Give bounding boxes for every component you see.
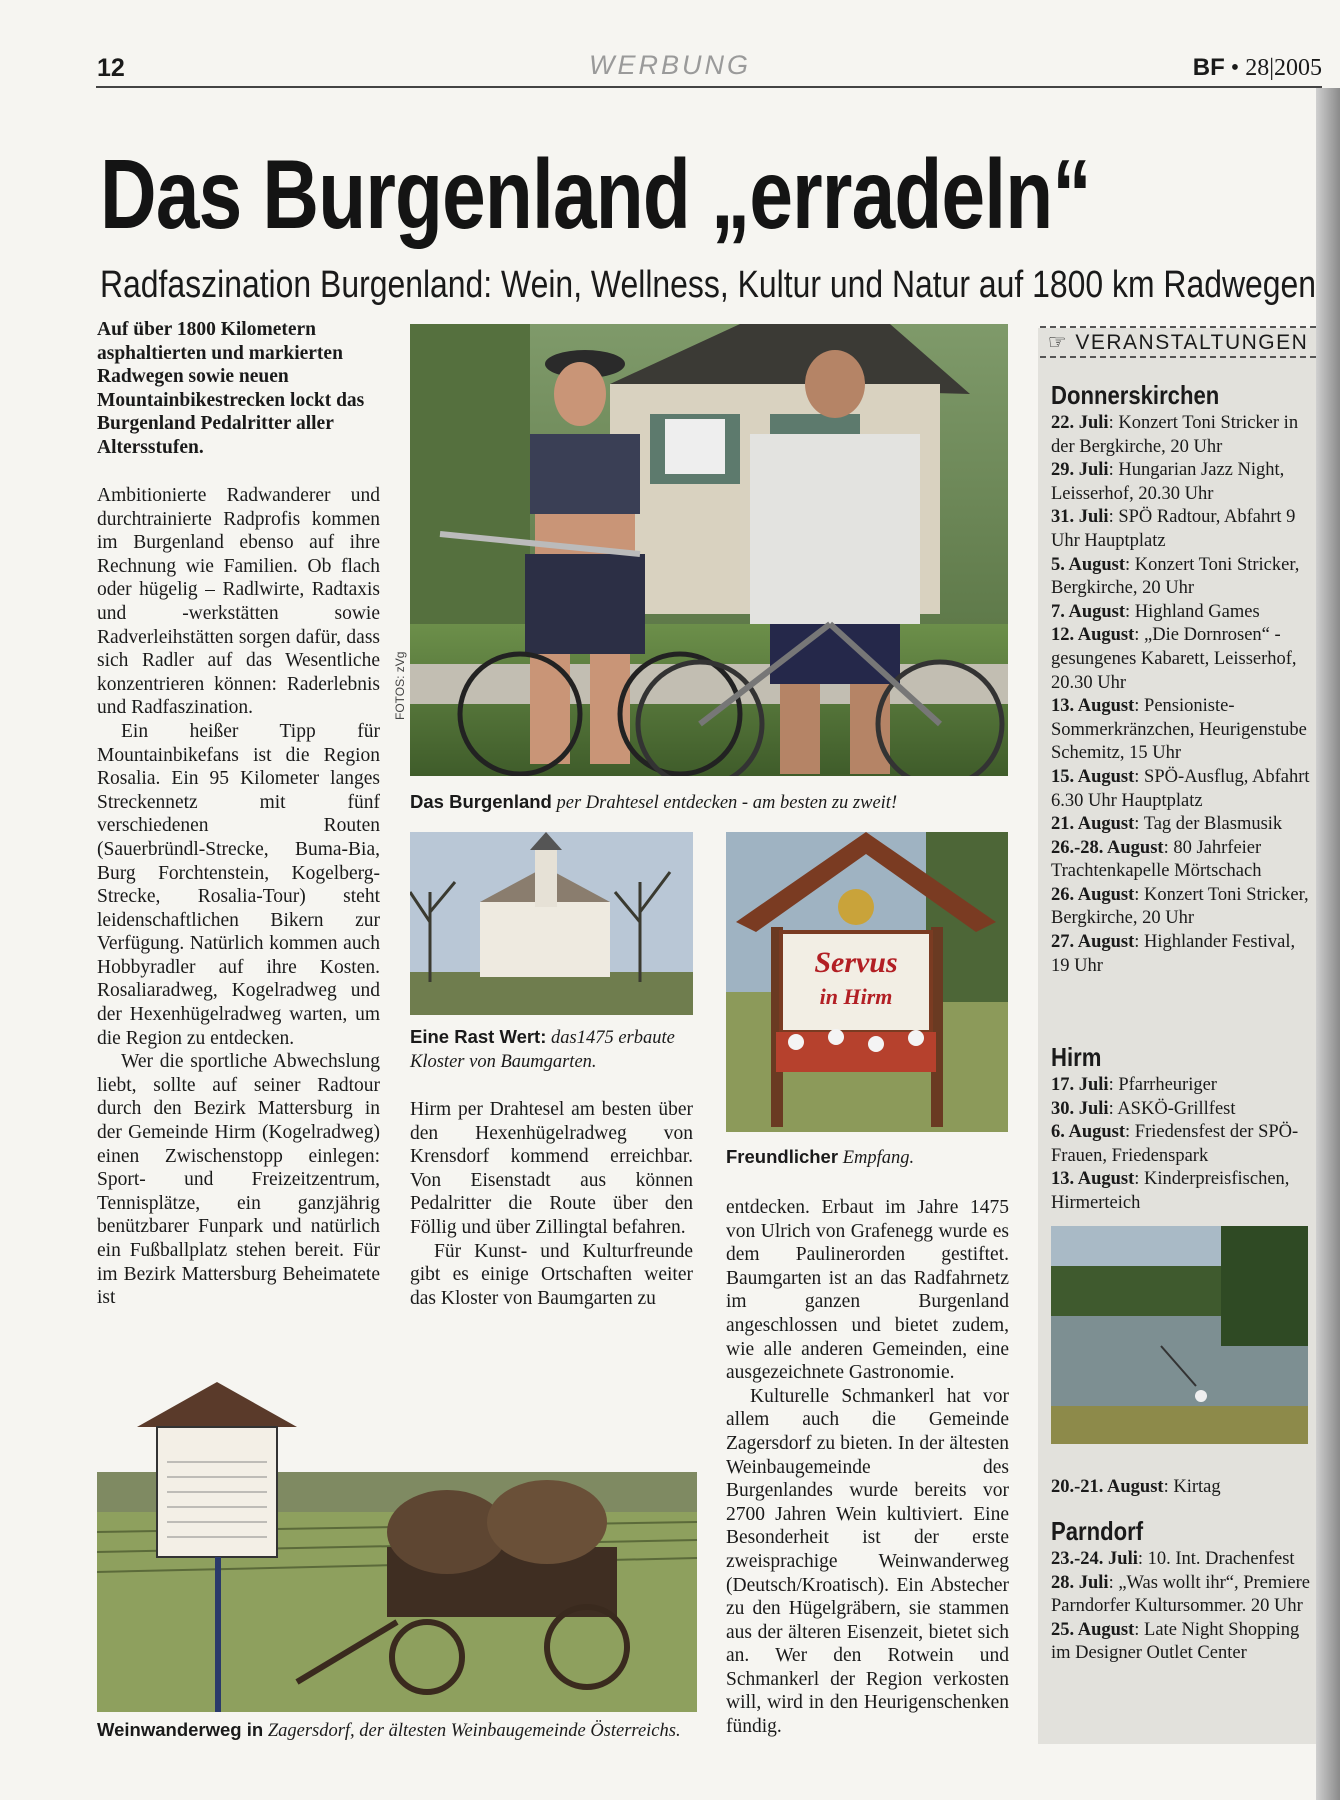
caption-bold: Eine Rast Wert: xyxy=(410,1026,547,1047)
event-item: 22. Juli: Konzert Toni Stricker in der Bergkirche, 20 Uhr xyxy=(1051,413,1299,457)
event-item: 31. Juli: SPÖ Radtour, Abfahrt 9 Uhr Hauptplatz xyxy=(1051,507,1296,551)
paragraph: entdecken. Erbaut im Jahre 1475 von Ulrich von Grafenegg wurde es dem Paulinerorden gestiftet. Baumgarten ist an das Radfahrnetz im ganzen Burgenland angeschlossen und bietet zudem, wie alle anderen Gemeinden, eine ausgezeichnete Gastronomie. xyxy=(726,1197,1009,1384)
event-item: 26.-28. August: 80 Jahrfeier Trachtenkapelle Mörtschach xyxy=(1051,837,1262,882)
sidebar-title: VERANSTALTUNGEN xyxy=(1075,331,1309,354)
event-item: 28. Juli: „Was wollt ihr“, Premiere Parndorfer Kultursommer. 20 Uhr xyxy=(1051,1572,1311,1617)
event-item: 7. August: Highland Games xyxy=(1051,601,1260,622)
sign-caption xyxy=(726,1145,1016,1170)
caption-italic: das1475 erbaute Kloster von Baumgarten. xyxy=(410,1028,675,1072)
events-parndorf xyxy=(1051,1548,1315,1666)
servus-sign-photo xyxy=(726,832,1008,1132)
event-item: 5. August: Konzert Toni Stricker, Bergkirche, 20 Uhr xyxy=(1051,554,1300,599)
caption-italic: per Drahtesel entdecken - am besten zu zweit! xyxy=(556,793,898,813)
section-label: WERBUNG xyxy=(589,50,751,80)
paragraph: Für Kunst- und Kulturfreunde gibt es einige Ortschaften weiter das Kloster von Baumgarten zu xyxy=(410,1240,693,1309)
article-column-2 xyxy=(410,1098,693,1310)
events-hirm xyxy=(1051,1074,1315,1216)
section-hirm: Hirm xyxy=(1051,1042,1102,1072)
paragraph: Hirm per Drahtesel am besten über den Hexenhügelradweg von Krensdorf kommend erreichbar. Von Eisenstadt aus können Pedalritter die Route über den Föllig und über Zillingtal befahren. xyxy=(410,1099,693,1238)
page-number: 12 xyxy=(97,54,125,82)
event-item: 30. Juli: ASKÖ-Grillfest xyxy=(1051,1098,1236,1119)
event-item: 26. August: Konzert Toni Stricker, Bergkirche, 20 Uhr xyxy=(1051,884,1309,929)
event-item: 20.-21. August: Kirtag xyxy=(1051,1477,1221,1497)
article-column-3 xyxy=(726,1196,1009,1739)
article-subtitle: Radfaszination Burgenland: Wein, Wellness, Kultur und Natur auf 1800 km Radwegen xyxy=(100,264,1317,306)
event-item: 6. August: Friedensfest der SPÖ-Frauen, Friedenspark xyxy=(1051,1122,1299,1166)
event-item: 23.-24. Juli: 10. Int. Drachenfest xyxy=(1051,1549,1295,1569)
article-lead: Auf über 1800 Kilometern asphaltierten und markierten Radwegen sowie neuen Mountainbikestrecken lockt das Burgenland Pedalritter aller Altersstufen. xyxy=(97,319,365,458)
section-donnerskirchen: Donnerskirchen xyxy=(1051,380,1220,410)
article-title: Das Burgenland „erradeln“ xyxy=(100,139,1091,249)
paragraph: Kulturelle Schmankerl hat vor allem auch die Gemeinde Zagersdorf zu bieten. In der ältesten Weinbaugemeinde des Burgenlandes wurde bereits vor 2700 Jahren Wein kultiviert. Eine Besonderheit ist der erste zweisprachige Weinwanderweg (Deutsch/Kroatisch). Ein Abstecher zu den Hügelgräbern, sie stammen aus der älteren Eisenzeit, bietet sich an. Wer den Rotwein und Schmankerl der Region verkosten will, wird in den Heurigenschenken fündig. xyxy=(726,1385,1009,1738)
issue-info: BF • 28|2005 xyxy=(1192,54,1322,81)
weinwanderweg-caption xyxy=(97,1718,717,1743)
paragraph: Wer die sportliche Abwechslung liebt, sollte auf seiner Radtour durch den Bezirk Mattersburg in der Gemeinde Hirm (Kogelradweg) einen Zwischenstopp einlegen: Sport- und Freizeitzentrum, Tennisplätze, ein ganzjährig benützbarer Funpark und natürlich ein Fußballplatz stehen bereit. Für im Bezirk Mattersburg Beheimatete ist xyxy=(97,1051,380,1309)
caption-bold: Freundlicher xyxy=(726,1146,839,1167)
photo-credit: FOTOS: zVg xyxy=(393,651,407,720)
section-parndorf: Parndorf xyxy=(1051,1516,1144,1546)
bikers-photo xyxy=(410,324,1008,776)
event-item: 15. August: SPÖ-Ausflug, Abfahrt 6.30 Uhr Hauptplatz xyxy=(1051,766,1310,811)
weinwanderweg-photo xyxy=(97,1382,697,1712)
caption-italic: Zagersdorf, der ältesten Weinbaugemeinde Österreichs. xyxy=(267,1721,681,1741)
caption-bold: Das Burgenland xyxy=(410,791,552,812)
event-item: 25. August: Late Night Shopping im Designer Outlet Center xyxy=(1051,1619,1300,1664)
sidebar-rule-bottom xyxy=(1040,356,1316,358)
bikers-caption xyxy=(410,790,1010,815)
events-donnerskirchen xyxy=(1051,412,1315,978)
paragraph: Ambitionierte Radwanderer und durchtrainierte Radprofis kommen im Burgenland ebenso auf ihre Rechnung wie Familien. Ob flach oder hügelig – Radlwirte, Radtaxis und -werkstätten sowie Radverleihstätten sorgen dafür, dass sich Radler auf das Wesentliche konzentrieren können: Raderlebnis und Radfaszination. xyxy=(97,485,380,719)
church-caption xyxy=(410,1025,700,1074)
pointing-hand-icon: ☞ xyxy=(1047,331,1069,354)
paragraph: Ein heißer Tipp für Mountainbikefans ist die Region Rosalia. Ein 95 Kilometer langes Streckennetz mit fünf verschiedenen Routen (Sauerbründl-Strecke, Buma-Bia, Burg Forchtenstein, Kogelberg-Strecke, Rosalia-Tour) steht leidenschaftlichen Bikern zur Verfügung. Natürlich kommen auch Hobbyradler auf ihre Kosten. Rosaliaradweg, Kogelradweg und der Hexenhügelradweg warten, um die Region zu entdecken. xyxy=(97,720,380,1049)
caption-bold: Weinwanderweg in xyxy=(97,1719,264,1740)
hirmerteich-photo xyxy=(1051,1226,1308,1444)
page-edge-shadow xyxy=(1316,88,1340,1800)
article-column-1 xyxy=(97,484,380,1310)
header-rule xyxy=(96,86,1322,88)
event-item: 12. August: „Die Dornrosen“ - gesungenes Kabarett, Leisserhof, 20.30 Uhr xyxy=(1051,625,1297,693)
church-photo xyxy=(410,832,693,1015)
sign-text-hirm: in Hirm xyxy=(819,984,893,1009)
issue-number: 28|2005 xyxy=(1245,55,1322,81)
event-item: 13. August: Pensioniste-Sommerkränzchen, Heurigenstube Schemitz, 15 Uhr xyxy=(1051,696,1307,764)
event-item: 27. August: Highlander Festival, 19 Uhr xyxy=(1051,932,1296,976)
sign-text-servus: Servus xyxy=(814,946,898,979)
event-item: 29. Juli: Hungarian Jazz Night, Leisserhof, 20.30 Uhr xyxy=(1051,460,1285,504)
sidebar-rule-top xyxy=(1040,326,1316,328)
sidebar-header xyxy=(1040,330,1316,355)
caption-italic: Empfang. xyxy=(842,1148,915,1168)
event-item: 13. August: Kinderpreisfischen, Hirmerteich xyxy=(1051,1169,1290,1213)
event-item: 17. Juli: Pfarrheuriger xyxy=(1051,1075,1217,1095)
event-item: 21. August: Tag der Blasmusik xyxy=(1051,814,1283,835)
events-hirm-kirtag xyxy=(1051,1476,1315,1500)
publication-name: BF xyxy=(1192,54,1225,81)
